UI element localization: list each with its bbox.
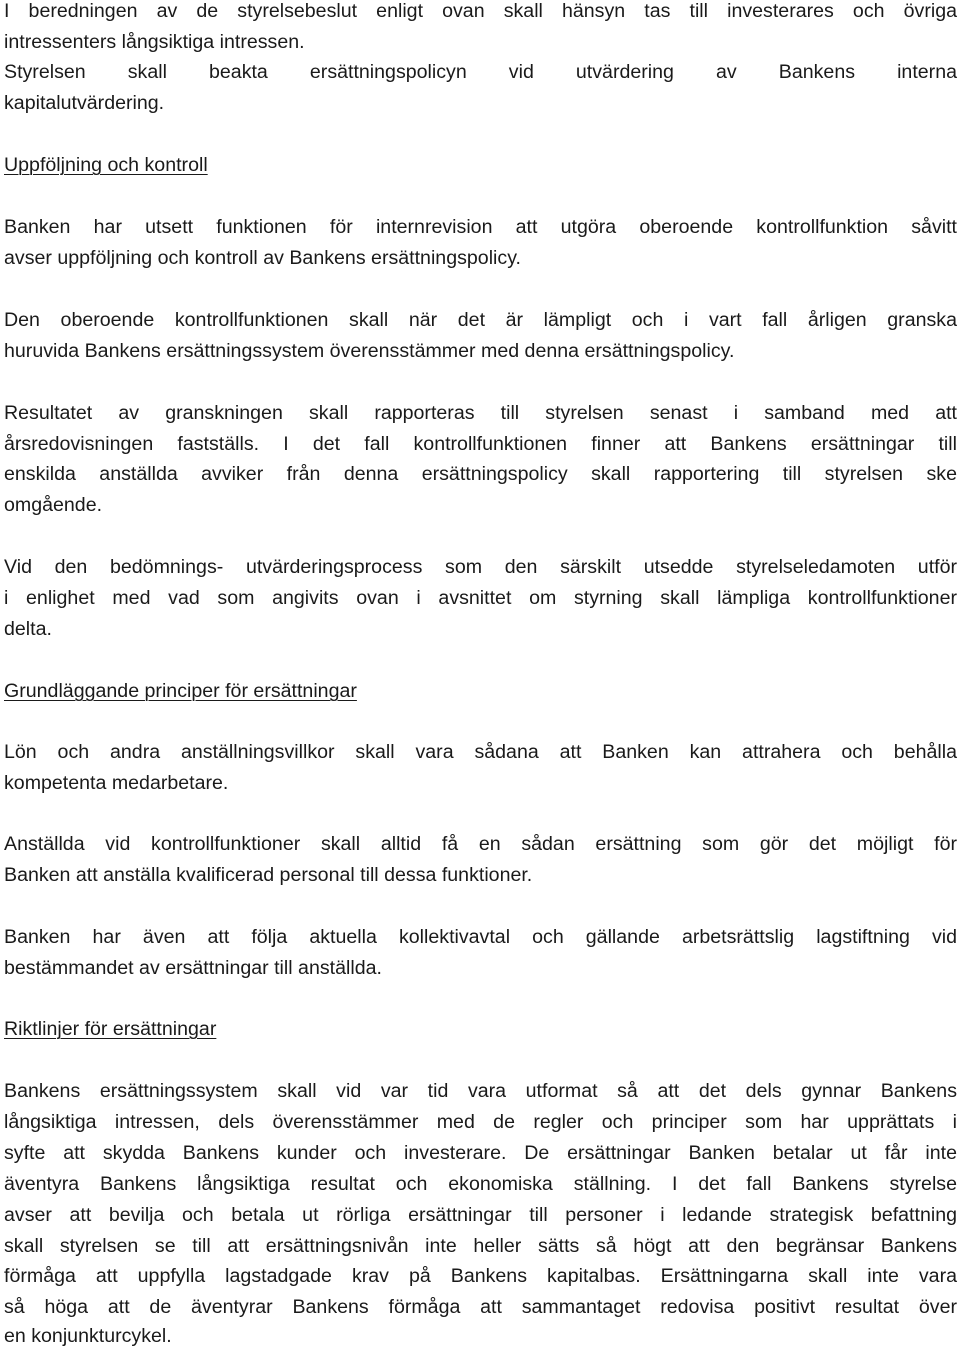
paragraph-line: förmåga att uppfylla lagstadgade krav på Bankens kapitalbas. Ersättningarna skall inte vara [4, 1265, 957, 1287]
paragraph-line: omgående. [4, 494, 103, 516]
paragraph-line: avser uppföljning och kontroll av Bankens ersättningspolicy. [4, 247, 521, 269]
paragraph-line: delta. [4, 618, 52, 640]
intro-line: kapitalutvärdering. [4, 92, 165, 114]
paragraph-line: enskilda anställda avviker från denna ersättningspolicy skall rapportering till styrelsen ske [4, 463, 957, 485]
paragraph-line: Anställda vid kontrollfunktioner skall alltid få en sådan ersättning som gör det möjligt för [4, 833, 957, 855]
section-heading-principles: Grundläggande principer för ersättningar [4, 680, 357, 702]
paragraph-line: Banken har även att följa aktuella kollektivavtal och gällande arbetsrättslig lagstiftning vid [4, 926, 957, 948]
paragraph-line: kompetenta medarbetare. [4, 772, 229, 794]
paragraph-line: Resultatet av granskningen skall rapporteras till styrelsen senast i samband med att [4, 402, 957, 424]
paragraph-line: huruvida Bankens ersättningssystem överensstämmer med denna ersättningspolicy. [4, 340, 735, 362]
section-heading-guidelines: Riktlinjer för ersättningar [4, 1018, 217, 1040]
paragraph-line: långsiktiga intressen, dels överensstämmer med de regler och principer som har upprättats i [4, 1111, 957, 1133]
paragraph-line: i enlighet med vad som angivits ovan i avsnittet om styrning skall lämpliga kontrollfunktioner [4, 587, 957, 609]
section-heading-followup: Uppföljning och kontroll [4, 154, 208, 176]
paragraph-line: en konjunkturcykel. [4, 1325, 172, 1347]
paragraph-line: årsredovisningen fastställs. I det fall kontrollfunktionen finner att Bankens ersättningar till [4, 433, 957, 455]
intro-line: I beredningen av de styrelsebeslut enligt ovan skall hänsyn tas till investerares och övriga [4, 0, 957, 22]
paragraph-line: Banken att anställa kvalificerad personal till dessa funktioner. [4, 864, 533, 886]
paragraph-line: syfte att skydda Bankens kunder och investerare. De ersättningar Banken betalar ut får inte [4, 1142, 957, 1164]
intro-line: Styrelsen skall beakta ersättningspolicyn vid utvärdering av Bankens interna [4, 61, 957, 83]
paragraph-line: Bankens ersättningssystem skall vid var tid vara utformat så att det dels gynnar Bankens [4, 1080, 957, 1102]
paragraph-line: äventyra Bankens långsiktiga resultat och ekonomiska ställning. I det fall Bankens styrelse [4, 1173, 957, 1195]
intro-line: intressenters långsiktiga intressen. [4, 31, 305, 53]
paragraph-line: Banken har utsett funktionen för internrevision att utgöra oberoende kontrollfunktion såvitt [4, 216, 957, 238]
paragraph-line: bestämmandet av ersättningar till anställda. [4, 957, 382, 979]
paragraph-line: Den oberoende kontrollfunktionen skall när det är lämpligt och i vart fall årligen granska [4, 309, 957, 331]
paragraph-line: så höga att de äventyrar Bankens förmåga att sammantaget redovisa positivt resultat över [4, 1296, 957, 1318]
paragraph-line: Lön och andra anställningsvillkor skall vara sådana att Banken kan attrahera och behålla [4, 741, 957, 763]
paragraph-line: Vid den bedömnings- utvärderingsprocess som den särskilt utsedde styrelseledamoten utför [4, 556, 957, 578]
paragraph-line: skall styrelsen se till att ersättningsnivån inte heller sätts så högt att den begränsar Bankens [4, 1235, 957, 1257]
paragraph-line: avser att bevilja och betala ut rörliga ersättningar till personer i ledande strategisk befattning [4, 1204, 957, 1226]
